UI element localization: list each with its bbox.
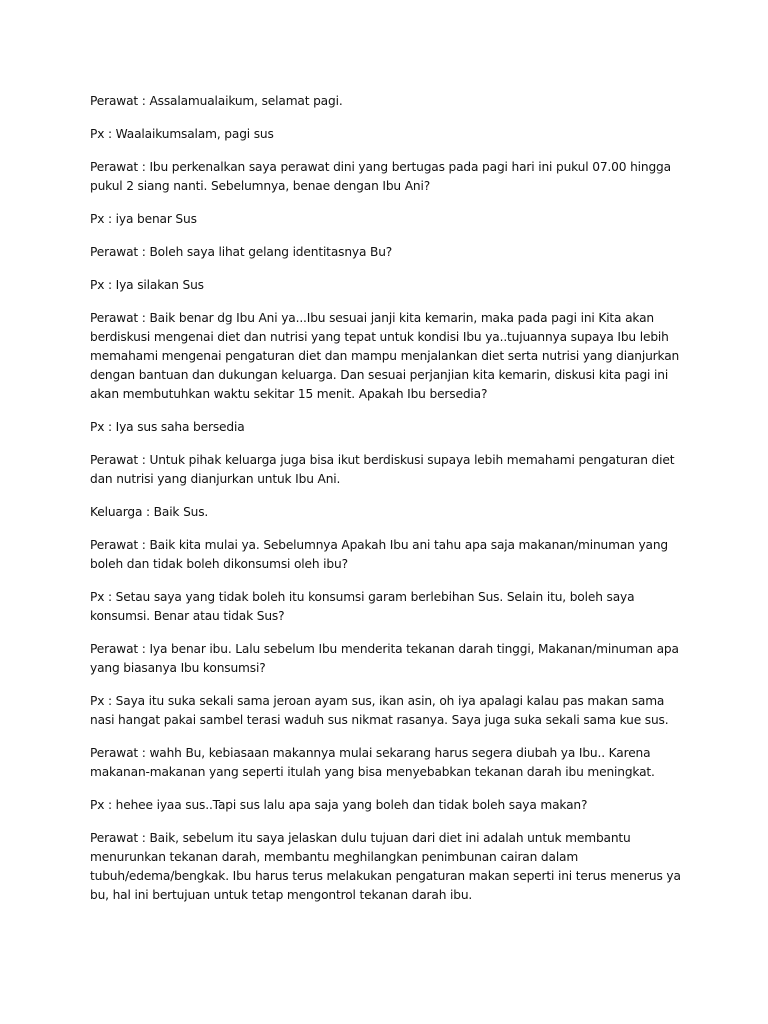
dialogue-line-perawat-bracelet: Perawat : Boleh saya lihat gelang identitasnya Bu? xyxy=(90,245,393,259)
dialogue-line-perawat-purpose: Perawat : Baik benar dg Ibu Ani ya...Ibu sesuai janji kita kemarin, maka pada pagi ini Kita akan berdiskusi mengenai diet dan nutrisi yang tepat untuk kondisi Ibu ya..tujuannya supaya Ibu lebih memahami mengenai pengaturan diet dan mampu menjalankan diet serta nutrisi yang dianjurkan dengan bantuan dan dukungan keluarga. Dan sesuai perjanjian kita kemarin, diskusi kita pagi ini akan membutuhkan waktu sekitar 15 menit. Apakah Ibu bersedia? xyxy=(90,311,680,401)
dialogue-line-perawat-introduction: Perawat : Ibu perkenalkan saya perawat dini yang bertugas pada pagi hari ini pukul 07.00 hingga pukul 2 siang nanti. Sebelumnya, benae dengan Ibu Ani? xyxy=(90,160,671,193)
dialogue-line-px-salt: Px : Setau saya yang tidak boleh itu konsumsi garam berlebihan Sus. Selain itu, boleh saya konsumsi. Benar atau tidak Sus? xyxy=(90,590,635,623)
dialogue-line-px-confirm: Px : iya benar Sus xyxy=(90,212,197,226)
dialogue-line-perawat-change: Perawat : wahh Bu, kebiasaan makannya mulai sekarang harus segera diubah ya Ibu.. Karena makanan-makanan yang seperti itulah yang bisa menyebabkan tekanan darah ibu meningkat. xyxy=(90,746,655,779)
dialogue-line-px-allow: Px : Iya silakan Sus xyxy=(90,278,204,292)
dialogue-line-perawat-question: Perawat : Baik kita mulai ya. Sebelumnya Apakah Ibu ani tahu apa saja makanan/minuman yang boleh dan tidak boleh dikonsumsi oleh ibu? xyxy=(90,538,669,571)
dialogue-line-perawat-explain: Perawat : Baik, sebelum itu saya jelaskan dulu tujuan dari diet ini adalah untuk membantu menurunkan tekanan darah, membantu meghilangkan penimbunan cairan dalam tubuh/edema/bengkak. Ibu harus terus melakukan pengaturan makan seperti ini terus menerus ya bu, hal ini bertujuan untuk tetap mengontrol tekanan darah ibu. xyxy=(90,831,681,902)
dialogue-line-perawat-habits: Perawat : Iya benar ibu. Lalu sebelum Ibu menderita tekanan darah tinggi, Makanan/minuman apa yang biasanya Ibu konsumsi? xyxy=(90,642,679,675)
dialogue-line-keluarga-agree: Keluarga : Baik Sus. xyxy=(90,505,209,519)
dialogue-line-px-willing: Px : Iya sus saha bersedia xyxy=(90,420,245,434)
dialogue-line-perawat-family: Perawat : Untuk pihak keluarga juga bisa ikut berdiskusi supaya lebih memahami pengaturan diet dan nutrisi yang dianjurkan untuk Ibu Ani. xyxy=(90,453,675,486)
document-page xyxy=(90,92,690,919)
dialogue-line-px-foods: Px : Saya itu suka sekali sama jeroan ayam sus, ikan asin, oh iya apalagi kalau pas makan sama nasi hangat pakai sambel terasi waduh sus nikmat rasanya. Saya juga suka sekali sama kue sus. xyxy=(90,694,669,727)
dialogue-line-px-greeting: Px : Waalaikumsalam, pagi sus xyxy=(90,127,274,141)
dialogue-line-perawat-greeting: Perawat : Assalamualaikum, selamat pagi. xyxy=(90,94,343,108)
dialogue-line-px-ask: Px : hehee iyaa sus..Tapi sus lalu apa saja yang boleh dan tidak boleh saya makan? xyxy=(90,798,588,812)
